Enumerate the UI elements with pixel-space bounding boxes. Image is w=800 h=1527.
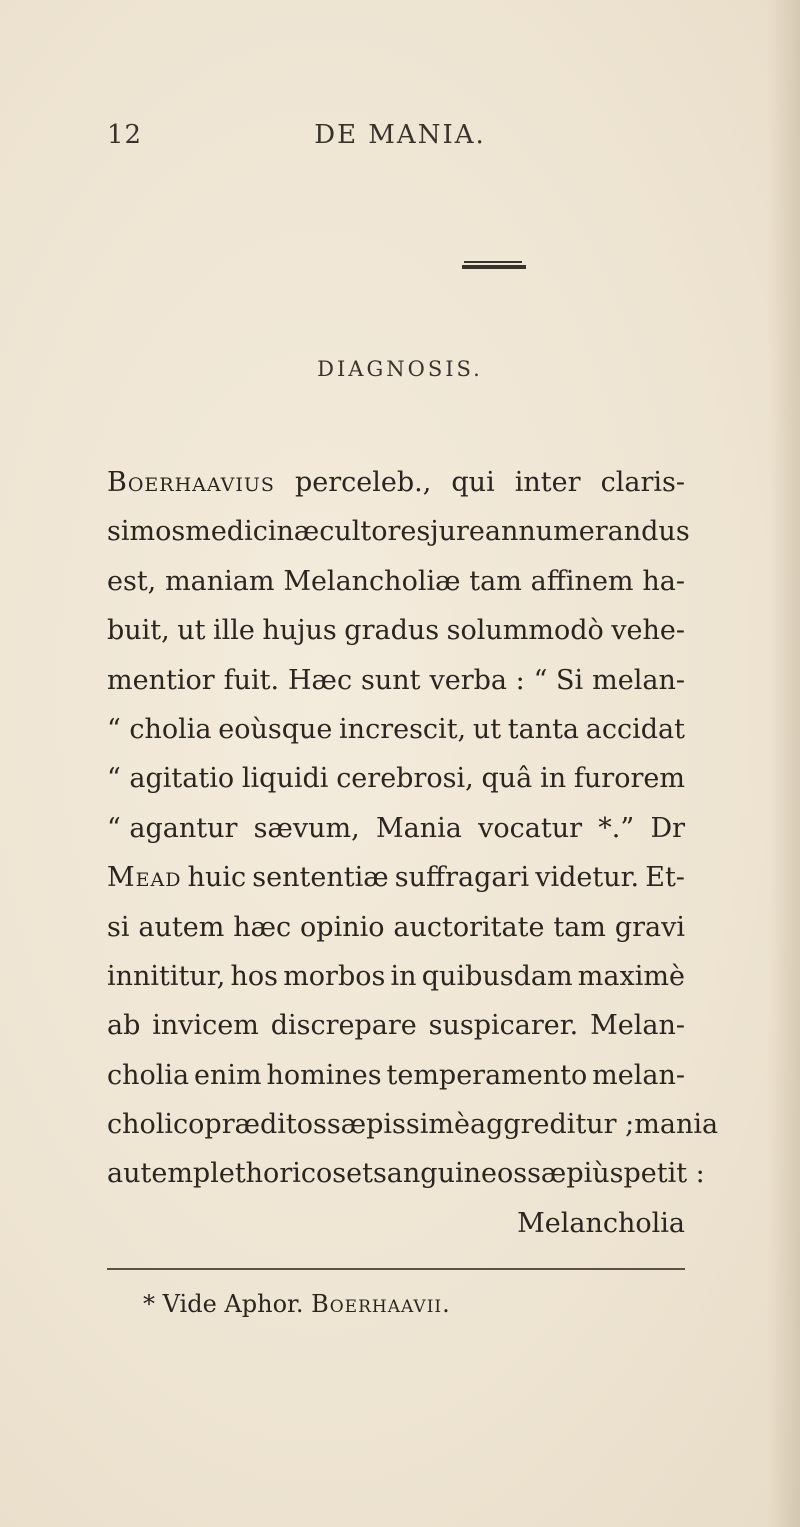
word: mania: [634, 1109, 719, 1141]
text-line: [107, 705, 685, 754]
word: si: [107, 911, 130, 943]
word: sæpissimè: [326, 1109, 470, 1141]
word: quibusdam: [421, 960, 573, 992]
word: “ cholia: [107, 713, 212, 745]
word: “ Si: [533, 664, 584, 696]
word: eoùsque: [218, 713, 333, 745]
word: sententiæ: [252, 862, 389, 894]
word: tam: [553, 911, 606, 943]
word: discrepare: [270, 1010, 417, 1042]
word: affinem: [530, 565, 634, 597]
word: est,: [107, 565, 157, 597]
text-line: [107, 853, 685, 902]
word: autem: [138, 911, 225, 943]
word: increscit,: [339, 713, 467, 745]
word: melan-: [592, 1059, 685, 1091]
word: Melancholiæ: [283, 565, 461, 597]
word: gravi: [614, 911, 685, 943]
word: in: [390, 960, 417, 992]
catchword: Melancholia: [517, 1207, 685, 1239]
word: auctoritate: [393, 911, 545, 943]
text-line: [107, 952, 685, 1001]
word: tanta: [507, 713, 580, 745]
word: “ agantur: [107, 812, 238, 844]
word: fuit.: [223, 664, 280, 696]
text-line: [107, 656, 685, 705]
word: hæc: [233, 911, 292, 943]
text-line: [107, 1100, 719, 1149]
word: ab: [107, 1010, 141, 1042]
word: liquidi: [241, 763, 329, 795]
word: cerebrosi,: [336, 763, 474, 795]
word: in: [540, 763, 567, 795]
word: temperamento: [386, 1059, 588, 1091]
word: vehe-: [611, 615, 685, 647]
section-heading: DIAGNOSIS.: [317, 357, 483, 381]
word: inter: [514, 467, 581, 498]
word: ut: [177, 615, 206, 647]
word: præditos: [204, 1109, 327, 1141]
word: Boerhaavius: [107, 467, 275, 498]
body-paragraph: [107, 458, 719, 1248]
word: cholia: [107, 1059, 190, 1091]
word: morbos: [283, 960, 386, 992]
text-line: [107, 1149, 705, 1198]
word: et: [346, 1158, 373, 1190]
footnote: * Vide Aphor. Boerhaavii.: [143, 1290, 450, 1318]
word: gradus: [344, 615, 440, 647]
word: autem: [107, 1158, 193, 1190]
word: claris-: [600, 467, 685, 498]
running-title: DE MANIA.: [314, 120, 486, 150]
text-line: [107, 458, 685, 507]
page-number: 12: [107, 120, 143, 150]
text-line: [107, 804, 685, 853]
word: Mania: [376, 812, 462, 844]
word: cultores: [319, 516, 431, 548]
word: accidat: [585, 713, 685, 745]
word: sæpiùs: [527, 1158, 624, 1190]
word: Melan-: [590, 1010, 685, 1042]
text-line: [107, 754, 685, 803]
word: sanguineos: [372, 1158, 528, 1190]
text-line: [107, 1001, 685, 1050]
word: Et-: [645, 862, 685, 894]
word: vocatur: [478, 812, 583, 844]
word: mentior: [107, 664, 215, 696]
word: enim: [194, 1059, 262, 1091]
word: aggreditur ;: [469, 1109, 635, 1141]
word: medicinæ: [185, 516, 320, 548]
word: videtur.: [535, 862, 640, 894]
word: sunt: [361, 664, 421, 696]
word: buit,: [107, 615, 170, 647]
text-line: [107, 1051, 685, 1100]
text-line: [107, 507, 690, 556]
word: perceleb.,: [294, 467, 432, 498]
word: maniam: [165, 565, 275, 597]
word: cholico: [107, 1109, 205, 1141]
word: furorem: [573, 763, 685, 795]
word: innititur,: [107, 960, 226, 992]
word: quâ: [481, 763, 533, 795]
word: “ agitatio: [107, 763, 235, 795]
word: maximè: [577, 960, 685, 992]
word: homines: [266, 1059, 382, 1091]
word: hujus: [262, 615, 337, 647]
word: invicem: [152, 1010, 259, 1042]
word: annumerandus: [484, 516, 690, 548]
word: jure: [430, 516, 485, 548]
word: verba :: [429, 664, 525, 696]
word: qui: [451, 467, 495, 498]
footnote-rule: [107, 1268, 685, 1270]
word: ha-: [642, 565, 685, 597]
text-line: [107, 557, 685, 606]
word: huic: [187, 862, 247, 894]
word: tam: [469, 565, 522, 597]
word: suspicarer.: [428, 1010, 579, 1042]
word: suffragari: [394, 862, 530, 894]
divider-ornament: [462, 260, 526, 270]
word: sævum,: [253, 812, 360, 844]
word: hos: [230, 960, 278, 992]
word: opinio: [300, 911, 385, 943]
text-line: [107, 606, 685, 655]
word: plethoricos: [192, 1158, 347, 1190]
word: Hæc: [288, 664, 353, 696]
text-line: [107, 903, 685, 952]
word: *.”: [598, 812, 635, 844]
word: petit :: [623, 1158, 705, 1190]
word: solummodò: [446, 615, 604, 647]
word: ut: [472, 713, 502, 745]
word: melan-: [592, 664, 685, 696]
word: Mead: [107, 862, 182, 894]
word: simos: [107, 516, 186, 548]
word: Dr: [650, 812, 685, 844]
word: ille: [213, 615, 255, 647]
